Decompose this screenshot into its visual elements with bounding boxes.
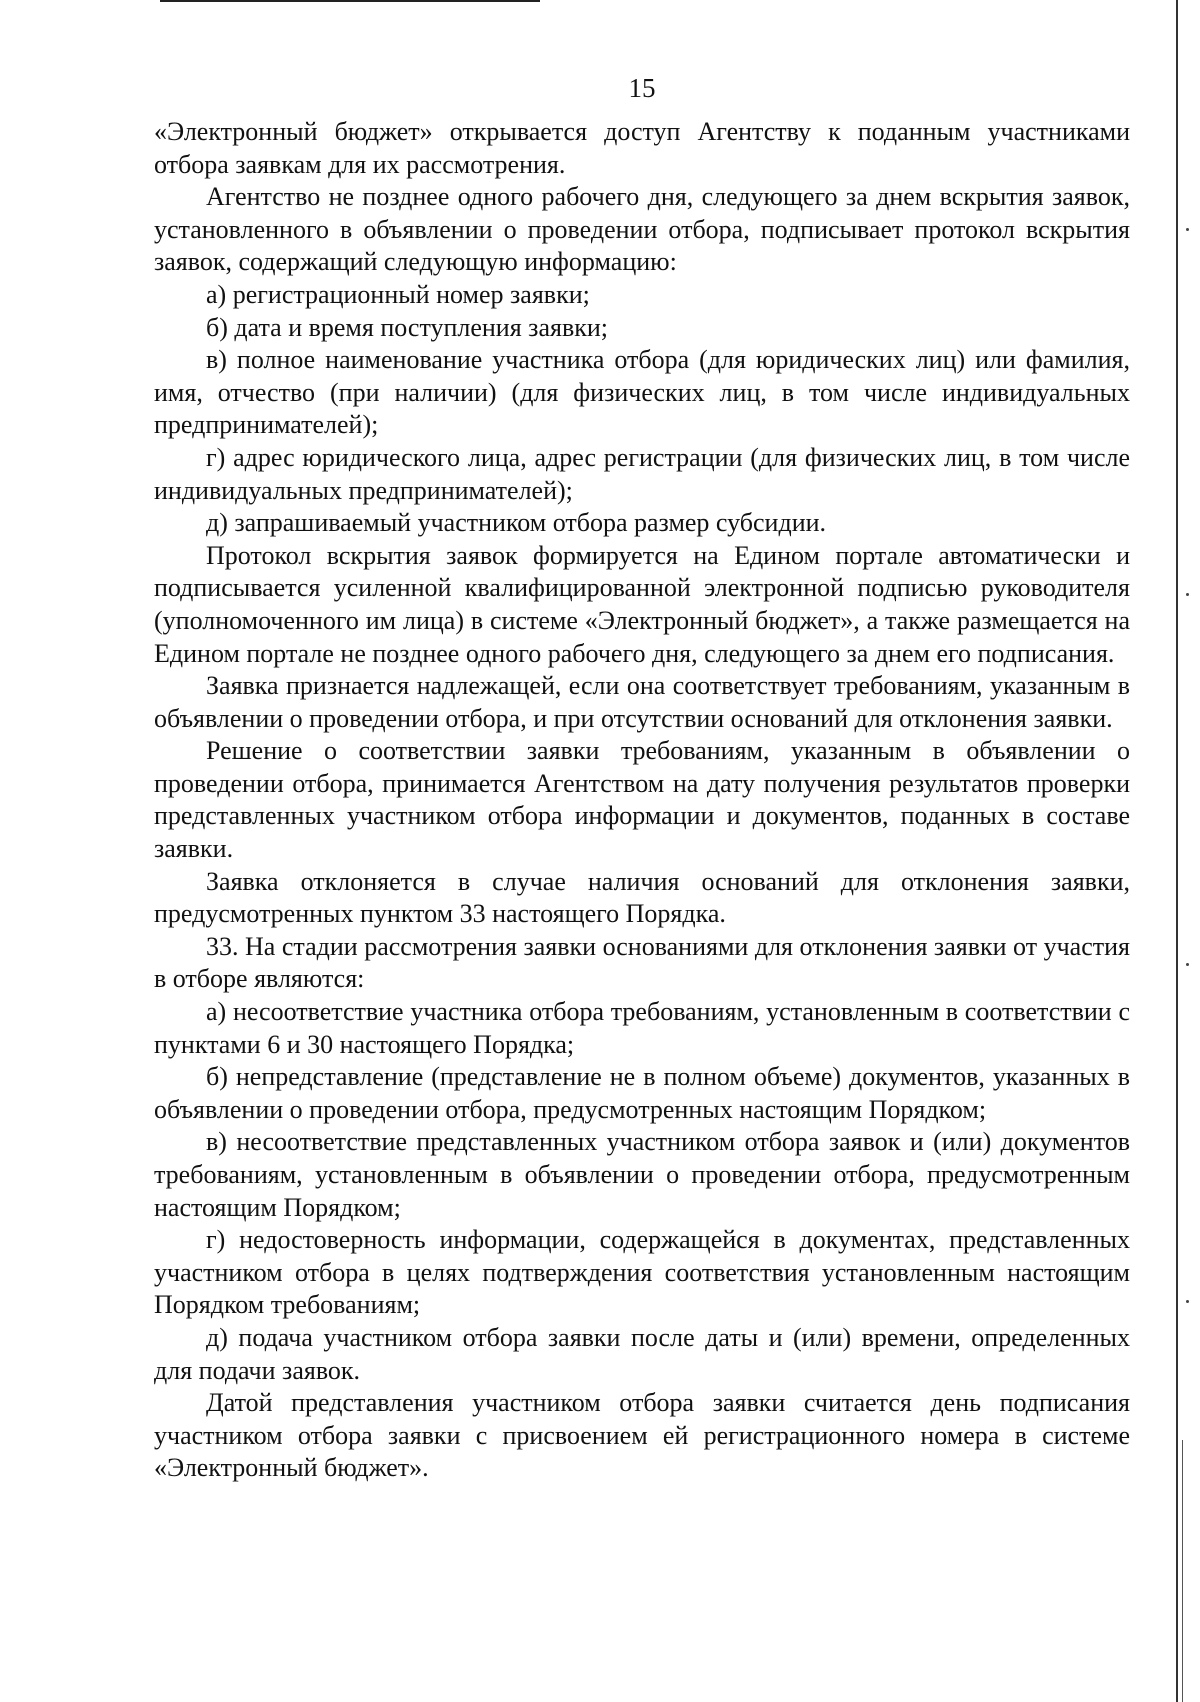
paragraph-protocol-signing: Агентство не позднее одного рабочего дня, следующего за днем вскрытия заявок, установленного в объявлении о проведении отбора, подписывает протокол вскрытия заявок, содержащий следующую информацию:	[154, 182, 1130, 277]
clause-33-item-v: в) несоответствие представленных участником отбора заявок и (или) документов требованиям, установленным в объявлении о проведении отбора, предусмотренным настоящим Порядком;	[154, 1127, 1130, 1222]
scan-top-edge-line	[160, 0, 540, 2]
scan-speck	[1186, 228, 1189, 231]
clause-33-item-d: д) подача участником отбора заявки после даты и (или) времени, определенных для подачи заявок.	[154, 1322, 1130, 1385]
clause-33: 33. На стадии рассмотрения заявки основаниями для отклонения заявки от участия в отборе являются:	[154, 931, 1130, 994]
paragraph-continuation: «Электронный бюджет» открывается доступ Агентству к поданным участниками отбора заявкам для их рассмотрения.	[154, 117, 1130, 179]
list-item-b: б) дата и время поступления заявки;	[206, 312, 608, 342]
list-item-v: в) полное наименование участника отбора (для юридических лиц) или фамилия, имя, отчество (при наличии) (для физических лиц, в том числе индивидуальных предпринимателей);	[154, 345, 1130, 440]
paragraph-rejection: Заявка отклоняется в случае наличия оснований для отклонения заявки, предусмотренных пунктом 33 настоящего Порядка.	[154, 866, 1130, 929]
paragraph-protocol-formation: Протокол вскрытия заявок формируется на Едином портале автоматически и подписывается усиленной квалифицированной электронной подписью руководителя (уполномоченного им лица) в системе «Электронный бюджет», а также размещается на Едином портале не позднее одного рабочего дня, следующего за днем его подписания.	[154, 540, 1130, 668]
scan-speck	[1186, 1300, 1189, 1303]
list-item-g: г) адрес юридического лица, адрес регистрации (для физических лиц, в том числе индивидуальных предпринимателей);	[154, 442, 1130, 505]
paragraph-proper-application: Заявка признается надлежащей, если она соответствует требованиям, указанным в объявлении о проведении отбора, и при отсутствии оснований для отклонения заявки.	[154, 671, 1130, 733]
paragraph-submission-date: Датой представления участником отбора заявки считается день подписания участником отбора заявки с присвоением ей регистрационного номера в системе «Электронный бюджет».	[154, 1388, 1130, 1483]
scan-speck	[1186, 963, 1189, 966]
scan-right-edge-line-inner	[1182, 1440, 1183, 1702]
paragraph-compliance-decision: Решение о соответствии заявки требованиям, указанным в объявлении о проведении отбора, принимается Агентством на дату получения результатов проверки представленных участником отбора информации и документов, поданных в составе заявки.	[154, 736, 1130, 864]
list-item-a: а) регистрационный номер заявки;	[206, 279, 590, 309]
scan-speck	[1186, 593, 1189, 596]
clause-33-item-g: г) недостоверность информации, содержащейся в документах, представленных участником отбора в целях подтверждения соответствия установленным настоящим Порядком требованиям;	[154, 1225, 1130, 1320]
scan-right-edge-line	[1176, 0, 1178, 1702]
list-item-d: д) запрашиваемый участником отбора размер субсидии.	[206, 508, 827, 538]
document-body	[154, 116, 1130, 1485]
clause-33-item-b: б) непредставление (представление не в полном объеме) документов, указанных в объявлении о проведении отбора, предусмотренных настоящим Порядком;	[154, 1062, 1130, 1124]
page-number: 15	[628, 73, 656, 103]
clause-33-item-a: а) несоответствие участника отбора требованиям, установленным в соответствии с пунктами 6 и 30 настоящего Порядка;	[154, 997, 1130, 1059]
